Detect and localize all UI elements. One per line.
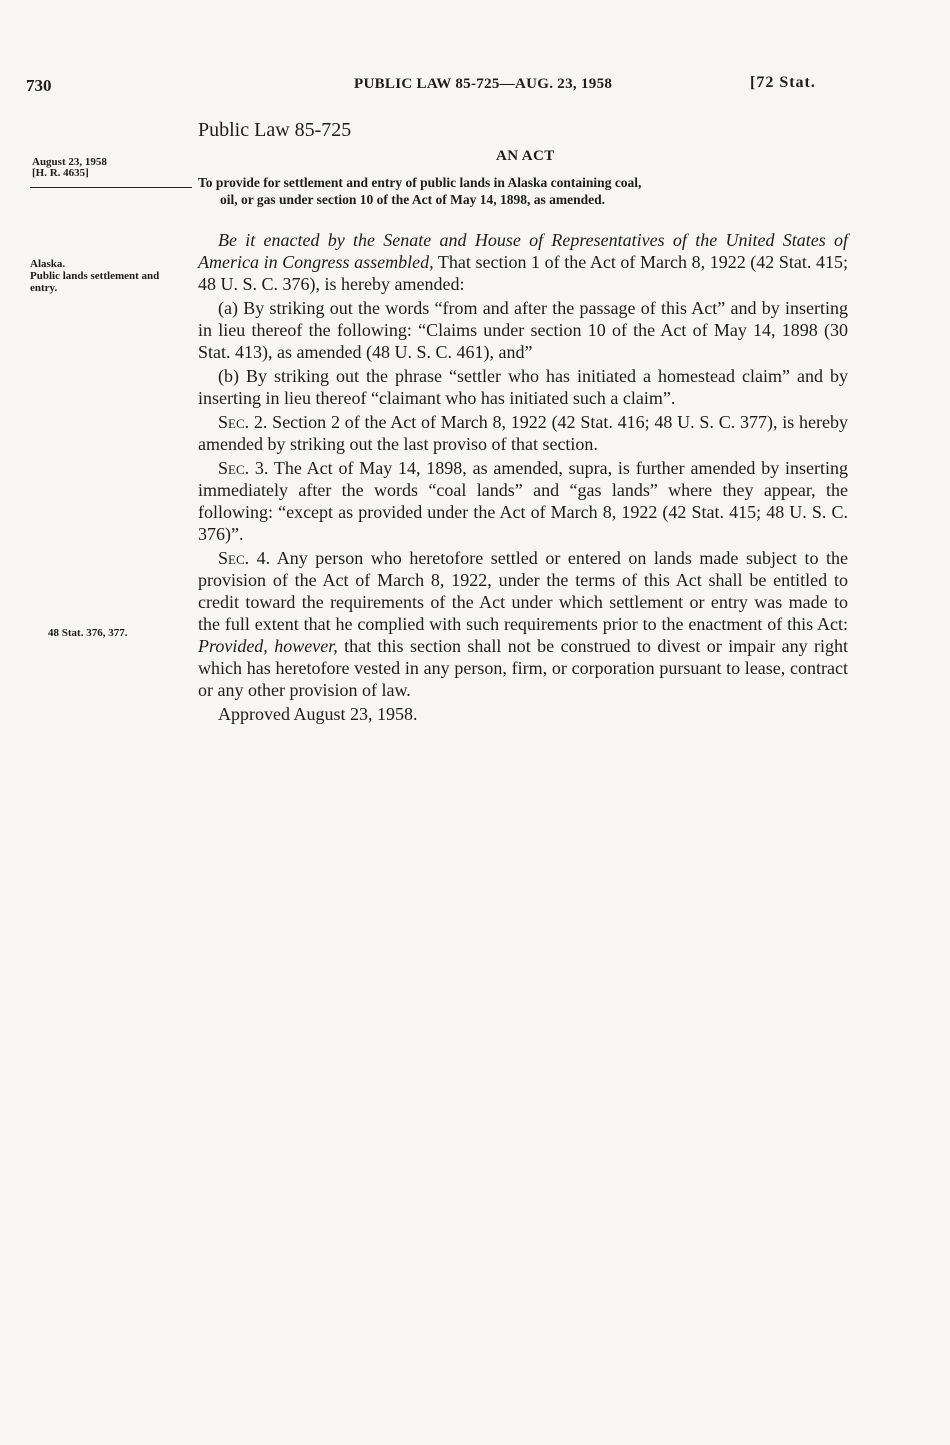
approved-line: Approved August 23, 1958. bbox=[218, 704, 418, 724]
section-text: The Act of May 14, 1898, as amended, supra, is further amended by inserting immediately after the words “coal lands” and “gas lands” where they appear, the following: “except as provided under the Act of March 8, 1922 (42 Stat. 415; 48 U. S. C. 376)”. bbox=[198, 458, 848, 544]
running-head: PUBLIC LAW 85-725—AUG. 23, 1958 bbox=[354, 76, 613, 92]
page-number: 730 bbox=[26, 76, 52, 95]
volume-reference: [72 Stat. bbox=[750, 74, 816, 91]
margin-subject-line: Public lands settlement and bbox=[30, 270, 160, 282]
section-text: Section 2 of the Act of March 8, 1922 (42 Stat. 416; 48 U. S. C. 377), is hereby amended by striking out the last proviso of that section. bbox=[198, 412, 849, 454]
section-label: Sec. 2. bbox=[218, 412, 268, 432]
section-4 bbox=[198, 547, 848, 701]
margin-subject-line: Alaska. bbox=[30, 258, 66, 270]
act-purpose bbox=[198, 174, 848, 208]
proviso-text: that this section shall not be construed to divest or impair any right which has heretofore vested in any person, firm, or corporation pursuant to lease, contract or any other provision of law. bbox=[198, 636, 848, 700]
margin-subject-line: entry. bbox=[30, 282, 58, 294]
law-title: Public Law 85-725 bbox=[198, 119, 352, 141]
act-body bbox=[198, 229, 848, 725]
enacting-clause-text: That section 1 of the Act of March 8, 1922 (42 Stat. 415; 48 U. S. C. 376), is hereby amended: bbox=[198, 252, 848, 294]
section-text: Any person who heretofore settled or entered on lands made subject to the provision of the Act of March 8, 1922, under the terms of this Act shall be entitled to credit toward the requirements of the Act under which settlement or entry was made to the full extent that he complied with such requirements prior to the enactment of this Act: bbox=[198, 548, 849, 634]
enacting-clause-italic: Be it enacted by the Senate and House of Representatives of the United States of America in Congress assembled, bbox=[198, 230, 848, 272]
paragraph-b: (b) By striking out the phrase “settler who has initiated a homestead claim” and by inserting in lieu thereof “claimant who has initiated such a claim”. bbox=[198, 366, 848, 408]
paragraph-a: (a) By striking out the words “from and after the passage of this Act” and by inserting in lieu thereof the following: “Claims under section 10 of the Act of May 14, 1898 (30 Stat. 413), as amended (48 U. S. C. 461), and” bbox=[198, 298, 848, 362]
section-label: Sec. 4. bbox=[218, 548, 271, 568]
margin-subject-note bbox=[30, 258, 159, 294]
purpose-line: oil, or gas under section 10 of the Act of May 14, 1898, as amended. bbox=[220, 192, 605, 207]
margin-date-note bbox=[30, 157, 192, 188]
margin-date: August 23, 1958 bbox=[32, 156, 107, 168]
section-label: Sec. 3. bbox=[218, 458, 269, 478]
section-3 bbox=[198, 457, 848, 545]
section-2 bbox=[198, 411, 848, 455]
purpose-line: To provide for settlement and entry of public lands in Alaska containing coal, bbox=[198, 175, 642, 190]
enacting-clause bbox=[198, 229, 848, 295]
act-heading: AN ACT bbox=[496, 148, 555, 164]
proviso-italic: Provided, however, bbox=[198, 636, 338, 656]
margin-bill-number: [H. R. 4635] bbox=[32, 167, 89, 179]
margin-citation-note: 48 Stat. 376, 377. bbox=[48, 627, 128, 639]
